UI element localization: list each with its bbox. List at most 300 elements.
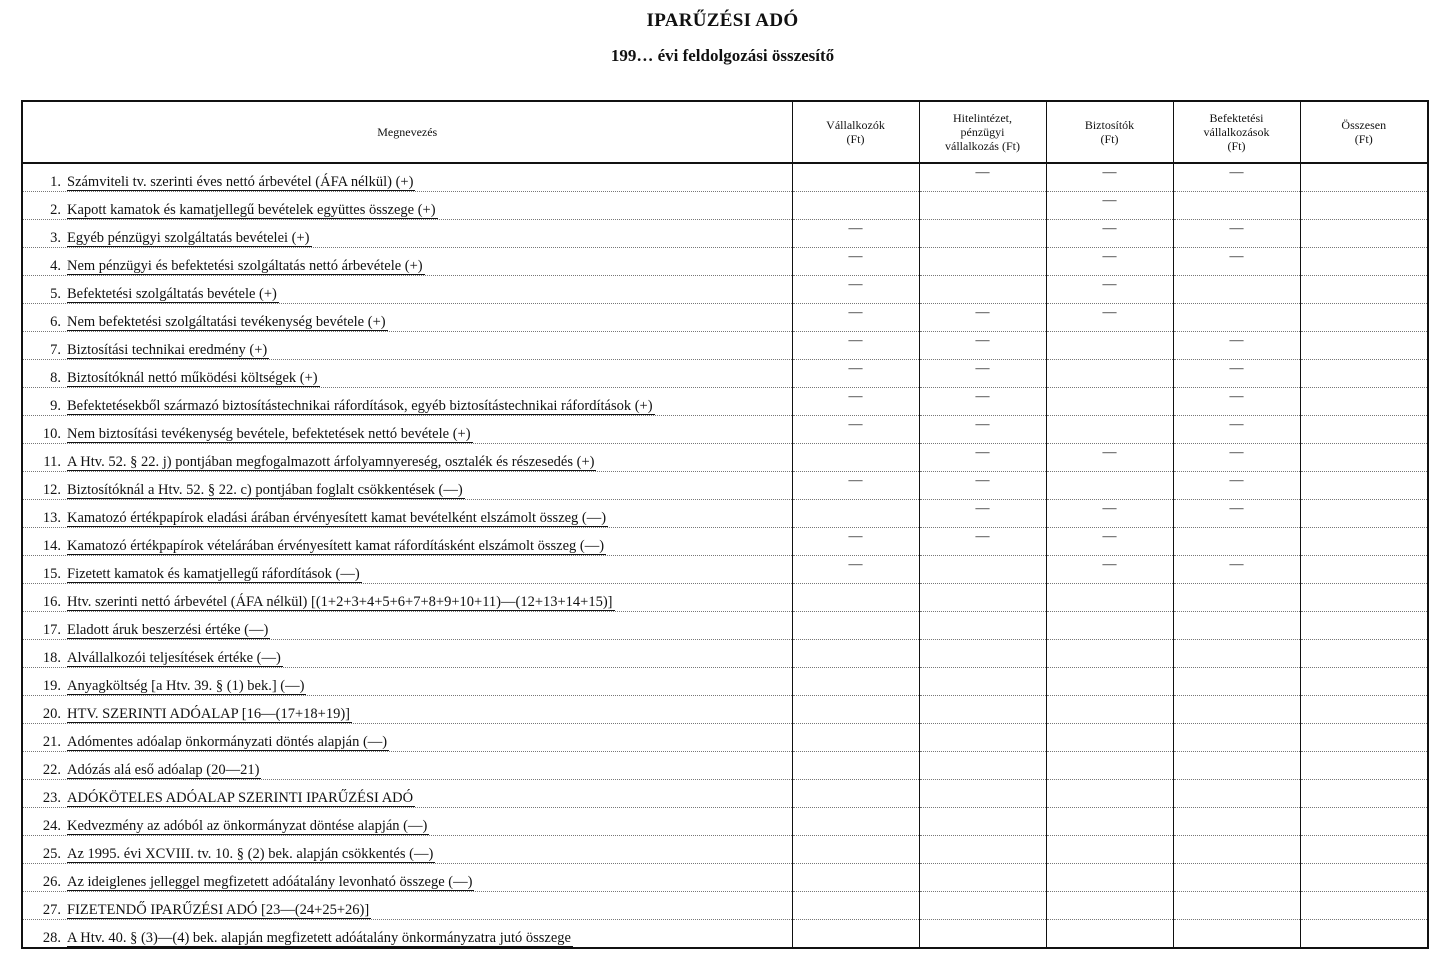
row-text: Kamatozó értékpapírok vételárában érvényesített kamat ráfordításként elszámolt összeg (—): [67, 538, 605, 554]
cell-biztositok[interactable]: [1046, 472, 1173, 500]
cell-osszesen[interactable]: [1300, 752, 1428, 780]
not-applicable-dash: —: [975, 529, 990, 544]
row-number: 11.: [43, 454, 61, 470]
row-number: 2.: [50, 202, 61, 218]
header-line: vállalkozás (Ft): [945, 139, 1020, 153]
cell-vallalkozok[interactable]: [792, 444, 919, 472]
cell-hitelintezet[interactable]: [919, 808, 1046, 836]
cell-befektetesi[interactable]: [1173, 808, 1300, 836]
row-number: 23.: [42, 790, 61, 806]
header-line: Biztosítók: [1084, 118, 1135, 132]
row-label: [22, 584, 792, 612]
cell-befektetesi: [1173, 444, 1300, 472]
row-text: Biztosítóknál a Htv. 52. § 22. c) pontjában foglalt csökkentések (—): [67, 482, 463, 498]
cell-befektetesi: [1173, 248, 1300, 276]
not-applicable-dash: —: [848, 361, 863, 376]
not-applicable-dash: —: [848, 249, 863, 264]
row-label: [22, 892, 792, 920]
header-hitelintezet: [919, 101, 1046, 163]
cell-befektetesi: [1173, 500, 1300, 528]
table-row: [22, 892, 1428, 920]
not-applicable-dash: —: [1229, 249, 1244, 264]
cell-osszesen[interactable]: [1300, 192, 1428, 220]
row-label: [22, 612, 792, 640]
cell-biztositok: [1046, 444, 1173, 472]
table-row: [22, 724, 1428, 752]
row-text: HTV. SZERINTI ADÓALAP [16—(17+18+19)]: [67, 706, 350, 722]
not-applicable-dash: —: [1229, 501, 1244, 516]
cell-osszesen[interactable]: [1300, 836, 1428, 864]
row-label: [22, 444, 792, 472]
not-applicable-dash: —: [1102, 221, 1117, 236]
not-applicable-dash: —: [848, 529, 863, 544]
table-row: [22, 640, 1428, 668]
cell-vallalkozok[interactable]: [792, 892, 919, 920]
cell-hitelintezet[interactable]: [919, 220, 1046, 248]
row-label: [22, 696, 792, 724]
row-text: Befektetésekből származó biztosítástechnikai ráfordítások, egyéb biztosítástechnikai ráfordítások (+): [67, 398, 653, 414]
cell-hitelintezet[interactable]: [919, 640, 1046, 668]
cell-vallalkozok[interactable]: [792, 724, 919, 752]
cell-vallalkozok[interactable]: [792, 920, 919, 949]
row-text: Htv. szerinti nettó árbevétel (ÁFA nélkül) [(1+2+3+4+5+6+7+8+9+10+11)—(12+13+14+15)]: [67, 594, 613, 610]
cell-hitelintezet: [919, 360, 1046, 388]
header-row: [22, 101, 1428, 163]
row-text: Kamatozó értékpapírok eladási árában érvényesített kamat bevételként elszámolt összeg (—): [67, 510, 607, 526]
cell-osszesen[interactable]: [1300, 416, 1428, 444]
cell-befektetesi[interactable]: [1173, 724, 1300, 752]
cell-befektetesi[interactable]: [1173, 304, 1300, 332]
cell-hitelintezet[interactable]: [919, 752, 1046, 780]
cell-osszesen[interactable]: [1300, 304, 1428, 332]
cell-hitelintezet: [919, 472, 1046, 500]
table-row: [22, 500, 1428, 528]
table-row: [22, 444, 1428, 472]
table-row: [22, 248, 1428, 276]
cell-osszesen[interactable]: [1300, 528, 1428, 556]
cell-hitelintezet[interactable]: [919, 724, 1046, 752]
table-row: [22, 163, 1428, 192]
row-text: Biztosítóknál nettó működési költségek (+): [67, 370, 318, 386]
not-applicable-dash: —: [1102, 305, 1117, 320]
row-text: Az 1995. évi XCVIII. tv. 10. § (2) bek. alapján csökkentés (—): [67, 846, 434, 862]
cell-hitelintezet[interactable]: [919, 780, 1046, 808]
row-text: Nem biztosítási tevékenység bevétele, befektetések nettó bevétele (+): [67, 426, 471, 442]
row-number: 25.: [42, 846, 61, 862]
cell-biztositok: [1046, 276, 1173, 304]
cell-biztositok: [1046, 500, 1173, 528]
cell-biztositok[interactable]: [1046, 752, 1173, 780]
cell-vallalkozok: [792, 220, 919, 248]
row-number: 27.: [42, 902, 61, 918]
row-text: Fizetett kamatok és kamatjellegű ráfordítások (—): [67, 566, 360, 582]
cell-biztositok[interactable]: [1046, 696, 1173, 724]
row-number: 6.: [50, 314, 61, 330]
row-number: 7.: [50, 342, 61, 358]
table-row: [22, 220, 1428, 248]
cell-vallalkozok: [792, 388, 919, 416]
cell-befektetesi[interactable]: [1173, 920, 1300, 949]
header-megnevezes: Megnevezés: [22, 101, 792, 163]
cell-hitelintezet[interactable]: [919, 668, 1046, 696]
cell-osszesen[interactable]: [1300, 163, 1428, 192]
cell-hitelintezet[interactable]: [919, 892, 1046, 920]
row-number: 3.: [50, 230, 61, 246]
not-applicable-dash: —: [1229, 333, 1244, 348]
cell-vallalkozok[interactable]: [792, 864, 919, 892]
row-number: 28.: [42, 930, 61, 946]
cell-befektetesi: [1173, 163, 1300, 192]
cell-hitelintezet[interactable]: [919, 584, 1046, 612]
row-text: ADÓKÖTELES ADÓALAP SZERINTI IPARŰZÉSI ADÓ: [67, 790, 414, 806]
row-label: [22, 388, 792, 416]
row-number: 16.: [42, 594, 61, 610]
cell-osszesen[interactable]: [1300, 864, 1428, 892]
not-applicable-dash: —: [1229, 389, 1244, 404]
cell-biztositok: [1046, 163, 1173, 192]
row-label: [22, 276, 792, 304]
not-applicable-dash: —: [975, 165, 990, 180]
cell-biztositok: [1046, 220, 1173, 248]
cell-befektetesi: [1173, 220, 1300, 248]
cell-befektetesi[interactable]: [1173, 584, 1300, 612]
row-text: Kedvezmény az adóból az önkormányzat döntése alapján (—): [67, 818, 428, 834]
header-line: Vállalkozók: [826, 118, 885, 132]
row-label: [22, 192, 792, 220]
form-title: IPARŰZÉSI ADÓ: [646, 10, 799, 31]
cell-vallalkozok[interactable]: [792, 808, 919, 836]
table-row: [22, 612, 1428, 640]
table-row: [22, 584, 1428, 612]
table-row: [22, 304, 1428, 332]
row-label: [22, 780, 792, 808]
cell-osszesen[interactable]: [1300, 556, 1428, 584]
cell-hitelintezet[interactable]: [919, 276, 1046, 304]
header-line: pénzügyi: [960, 125, 1005, 139]
cell-biztositok[interactable]: [1046, 360, 1173, 388]
cell-befektetesi[interactable]: [1173, 892, 1300, 920]
cell-osszesen[interactable]: [1300, 724, 1428, 752]
cell-hitelintezet[interactable]: [919, 864, 1046, 892]
cell-biztositok: [1046, 192, 1173, 220]
cell-hitelintezet[interactable]: [919, 920, 1046, 949]
row-text: Anyagköltség [a Htv. 39. § (1) bek.] (—): [67, 678, 305, 694]
row-text: Adómentes adóalap önkormányzati döntés alapján (—): [67, 734, 388, 750]
cell-biztositok[interactable]: [1046, 780, 1173, 808]
cell-vallalkozok: [792, 472, 919, 500]
cell-biztositok[interactable]: [1046, 920, 1173, 949]
not-applicable-dash: —: [975, 501, 990, 516]
cell-biztositok[interactable]: [1046, 808, 1173, 836]
cell-osszesen[interactable]: [1300, 276, 1428, 304]
header-line: (Ft): [1354, 132, 1373, 146]
row-text: Egyéb pénzügyi szolgáltatás bevételei (+): [67, 230, 310, 246]
cell-osszesen[interactable]: [1300, 780, 1428, 808]
cell-biztositok[interactable]: [1046, 416, 1173, 444]
cell-hitelintezet[interactable]: [919, 556, 1046, 584]
row-number: 5.: [50, 286, 61, 302]
cell-hitelintezet: [919, 163, 1046, 192]
cell-befektetesi[interactable]: [1173, 752, 1300, 780]
not-applicable-dash: —: [1102, 445, 1117, 460]
cell-befektetesi: [1173, 556, 1300, 584]
not-applicable-dash: —: [848, 333, 863, 348]
row-number: 8.: [50, 370, 61, 386]
row-label: [22, 500, 792, 528]
cell-osszesen[interactable]: [1300, 248, 1428, 276]
row-number: 20.: [42, 706, 61, 722]
row-label: [22, 640, 792, 668]
table-row: [22, 332, 1428, 360]
not-applicable-dash: —: [1102, 249, 1117, 264]
cell-befektetesi[interactable]: [1173, 612, 1300, 640]
row-label: [22, 416, 792, 444]
cell-befektetesi: [1173, 416, 1300, 444]
cell-biztositok: [1046, 304, 1173, 332]
table-row: [22, 696, 1428, 724]
not-applicable-dash: —: [1229, 417, 1244, 432]
cell-befektetesi[interactable]: [1173, 780, 1300, 808]
cell-osszesen[interactable]: [1300, 388, 1428, 416]
not-applicable-dash: —: [848, 221, 863, 236]
cell-hitelintezet[interactable]: [919, 248, 1046, 276]
table-row: [22, 780, 1428, 808]
not-applicable-dash: —: [848, 277, 863, 292]
cell-osszesen[interactable]: [1300, 892, 1428, 920]
row-label: [22, 332, 792, 360]
not-applicable-dash: —: [1102, 165, 1117, 180]
row-text: Nem pénzügyi és befektetési szolgáltatás nettó árbevétele (+): [67, 258, 423, 274]
cell-biztositok[interactable]: [1046, 640, 1173, 668]
row-label: [22, 220, 792, 248]
header-line: Összesen: [1341, 118, 1387, 132]
row-text: Befektetési szolgáltatás bevétele (+): [67, 286, 277, 302]
row-number: 13.: [42, 510, 61, 526]
cell-befektetesi: [1173, 388, 1300, 416]
cell-osszesen[interactable]: [1300, 808, 1428, 836]
cell-hitelintezet: [919, 304, 1046, 332]
not-applicable-dash: —: [975, 417, 990, 432]
not-applicable-dash: —: [1102, 193, 1117, 208]
header-osszesen: [1300, 101, 1428, 163]
header-line: (Ft): [1227, 139, 1246, 153]
cell-befektetesi[interactable]: [1173, 528, 1300, 556]
table-row: [22, 192, 1428, 220]
cell-hitelintezet: [919, 332, 1046, 360]
cell-vallalkozok[interactable]: [792, 780, 919, 808]
cell-biztositok[interactable]: [1046, 332, 1173, 360]
cell-vallalkozok[interactable]: [792, 668, 919, 696]
row-number: 12.: [42, 482, 61, 498]
cell-biztositok[interactable]: [1046, 388, 1173, 416]
row-text: Biztosítási technikai eredmény (+): [67, 342, 268, 358]
row-label: [22, 528, 792, 556]
cell-biztositok[interactable]: [1046, 892, 1173, 920]
not-applicable-dash: —: [975, 305, 990, 320]
cell-osszesen[interactable]: [1300, 220, 1428, 248]
row-number: 9.: [50, 398, 61, 414]
table-row: [22, 472, 1428, 500]
table-body: [22, 163, 1428, 948]
row-label: [22, 920, 792, 949]
row-label: [22, 752, 792, 780]
table-row: [22, 668, 1428, 696]
cell-osszesen[interactable]: [1300, 668, 1428, 696]
row-label: [22, 163, 792, 192]
not-applicable-dash: —: [975, 361, 990, 376]
cell-vallalkozok[interactable]: [792, 163, 919, 192]
cell-befektetesi[interactable]: [1173, 276, 1300, 304]
table-row: [22, 528, 1428, 556]
cell-vallalkozok: [792, 528, 919, 556]
row-text: A Htv. 40. § (3)—(4) bek. alapján megfizetett adóátalány önkormányzatra jutó összege: [67, 930, 571, 946]
cell-biztositok[interactable]: [1046, 724, 1173, 752]
header-line: Hitelintézet,: [953, 111, 1012, 125]
cell-osszesen[interactable]: [1300, 584, 1428, 612]
cell-hitelintezet: [919, 528, 1046, 556]
row-label: [22, 864, 792, 892]
not-applicable-dash: —: [848, 473, 863, 488]
row-number: 22.: [42, 762, 61, 778]
cell-hitelintezet: [919, 416, 1046, 444]
cell-biztositok: [1046, 528, 1173, 556]
cell-biztositok[interactable]: [1046, 864, 1173, 892]
cell-vallalkozok[interactable]: [792, 500, 919, 528]
table-row: [22, 808, 1428, 836]
header-line: (Ft): [1100, 132, 1119, 146]
cell-befektetesi: [1173, 360, 1300, 388]
row-number: 10.: [42, 426, 61, 442]
row-text: Az ideiglenes jelleggel megfizetett adóátalány levonható összege (—): [67, 874, 473, 890]
row-number: 21.: [42, 734, 61, 750]
header-line: vállalkozások: [1203, 125, 1270, 139]
row-text: A Htv. 52. § 22. j) pontjában megfogalmazott árfolyamnyereség, osztalék és részesedés (+): [67, 454, 595, 470]
cell-befektetesi: [1173, 472, 1300, 500]
row-number: 1.: [50, 174, 61, 190]
cell-vallalkozok: [792, 248, 919, 276]
cell-biztositok: [1046, 556, 1173, 584]
cell-biztositok[interactable]: [1046, 584, 1173, 612]
cell-osszesen[interactable]: [1300, 612, 1428, 640]
table-row: [22, 864, 1428, 892]
cell-befektetesi[interactable]: [1173, 640, 1300, 668]
cell-hitelintezet: [919, 500, 1046, 528]
row-text: Számviteli tv. szerinti éves nettó árbevétel (ÁFA nélkül) (+): [67, 174, 414, 190]
row-text: Kapott kamatok és kamatjellegű bevételek együttes összege (+): [67, 202, 436, 218]
cell-vallalkozok[interactable]: [792, 752, 919, 780]
table-row: [22, 276, 1428, 304]
cell-osszesen[interactable]: [1300, 500, 1428, 528]
table-row: [22, 556, 1428, 584]
table-row: [22, 388, 1428, 416]
not-applicable-dash: —: [1229, 361, 1244, 376]
not-applicable-dash: —: [1102, 277, 1117, 292]
cell-vallalkozok: [792, 360, 919, 388]
row-label: [22, 360, 792, 388]
row-label: [22, 808, 792, 836]
not-applicable-dash: —: [1229, 165, 1244, 180]
cell-hitelintezet[interactable]: [919, 696, 1046, 724]
not-applicable-dash: —: [975, 473, 990, 488]
not-applicable-dash: —: [1229, 557, 1244, 572]
cell-befektetesi[interactable]: [1173, 192, 1300, 220]
row-text: Adózás alá eső adóalap (20—21): [67, 762, 260, 778]
not-applicable-dash: —: [975, 389, 990, 404]
row-number: 18.: [42, 650, 61, 666]
form-subtitle: 199… évi feldolgozási összesítő: [610, 46, 835, 65]
row-number: 4.: [50, 258, 61, 274]
cell-befektetesi[interactable]: [1173, 864, 1300, 892]
cell-hitelintezet[interactable]: [919, 192, 1046, 220]
cell-vallalkozok[interactable]: [792, 612, 919, 640]
header-biztositok: [1046, 101, 1173, 163]
not-applicable-dash: —: [1229, 473, 1244, 488]
cell-osszesen[interactable]: [1300, 920, 1428, 949]
cell-biztositok[interactable]: [1046, 668, 1173, 696]
header-line: Befektetési: [1209, 111, 1264, 125]
cell-biztositok[interactable]: [1046, 836, 1173, 864]
row-text: Alvállalkozói teljesítések értéke (—): [67, 650, 281, 666]
cell-vallalkozok: [792, 332, 919, 360]
row-label: [22, 836, 792, 864]
cell-hitelintezet[interactable]: [919, 836, 1046, 864]
table-row: [22, 836, 1428, 864]
cell-hitelintezet[interactable]: [919, 612, 1046, 640]
not-applicable-dash: —: [1102, 501, 1117, 516]
cell-hitelintezet: [919, 444, 1046, 472]
cell-befektetesi[interactable]: [1173, 668, 1300, 696]
cell-osszesen[interactable]: [1300, 640, 1428, 668]
cell-osszesen[interactable]: [1300, 696, 1428, 724]
cell-befektetesi[interactable]: [1173, 696, 1300, 724]
header-line: (Ft): [846, 132, 865, 146]
table-row: [22, 416, 1428, 444]
row-text: FIZETENDŐ IPARŰZÉSI ADÓ [23—(24+25+26)]: [67, 902, 370, 918]
cell-befektetesi[interactable]: [1173, 836, 1300, 864]
row-number: 26.: [42, 874, 61, 890]
row-label: [22, 472, 792, 500]
cell-vallalkozok[interactable]: [792, 192, 919, 220]
not-applicable-dash: —: [1102, 557, 1117, 572]
row-text: Eladott áruk beszerzési értéke (—): [67, 622, 269, 638]
row-text: Nem befektetési szolgáltatási tevékenység bevétele (+): [67, 314, 386, 330]
not-applicable-dash: —: [975, 333, 990, 348]
table-row: [22, 360, 1428, 388]
row-label: [22, 248, 792, 276]
summary-table: [21, 100, 1429, 949]
cell-osszesen[interactable]: [1300, 332, 1428, 360]
header-vallalkozok: [792, 101, 919, 163]
cell-vallalkozok[interactable]: [792, 696, 919, 724]
not-applicable-dash: —: [1102, 529, 1117, 544]
cell-vallalkozok[interactable]: [792, 640, 919, 668]
not-applicable-dash: —: [975, 445, 990, 460]
row-number: 14.: [42, 538, 61, 554]
cell-osszesen[interactable]: [1300, 444, 1428, 472]
not-applicable-dash: —: [848, 557, 863, 572]
row-number: 15.: [42, 566, 61, 582]
cell-osszesen[interactable]: [1300, 472, 1428, 500]
cell-vallalkozok[interactable]: [792, 584, 919, 612]
cell-biztositok[interactable]: [1046, 612, 1173, 640]
header-befektetesi: [1173, 101, 1300, 163]
table-row: [22, 752, 1428, 780]
not-applicable-dash: —: [848, 417, 863, 432]
not-applicable-dash: —: [848, 389, 863, 404]
row-number: 24.: [42, 818, 61, 834]
cell-osszesen[interactable]: [1300, 360, 1428, 388]
cell-vallalkozok[interactable]: [792, 836, 919, 864]
